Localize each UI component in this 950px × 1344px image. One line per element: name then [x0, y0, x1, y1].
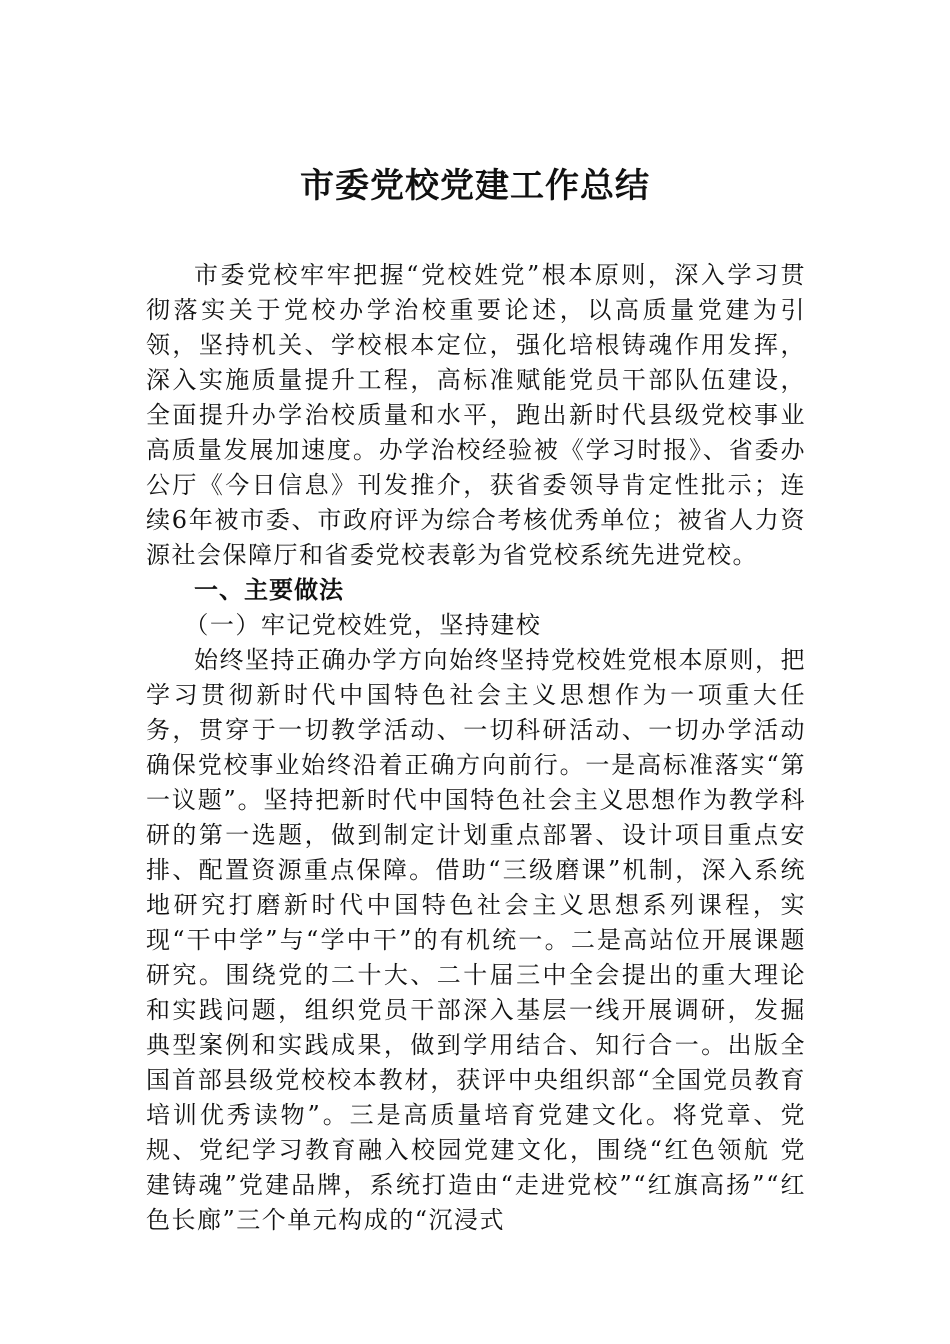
intro-paragraph: 市委党校牢牢把握“党校姓党”根本原则，深入学习贯彻落实关于党校办学治校重要论述，以高质量党建为引领，坚持机关、学校根本定位，强化培根铸魂作用发挥，深入实施质量提升工程，高标准赋能党员干部队伍建设，全面提升办学治校质量和水平，跑出新时代县级党校事业高质量发展加速度。办学治校经验被《学习时报》、省委办公厅《今日信息》刊发推介，获省委领导肯定性批示；连续6年被市委、市政府评为综合考核优秀单位；被省人力资源社会保障厅和省委党校表彰为省党校系统先进党校。 [146, 261, 806, 569]
subsection-heading: （一）牢记党校姓党，坚持建校 [184, 611, 542, 639]
document-body [146, 258, 806, 1238]
document-title: 市委党校党建工作总结 [300, 166, 650, 206]
section-heading: 一、主要做法 [194, 576, 344, 604]
body-paragraph: 始终坚持正确办学方向始终坚持党校姓党根本原则，把学习贯彻新时代中国特色社会主义思想作为一项重大任务，贯穿于一切教学活动、一切科研活动、一切办学活动确保党校事业始终沿着正确方向前行。一是高标准落实“第一议题”。坚持把新时代中国特色社会主义思想作为教学科研的第一选题，做到制定计划重点部署、设计项目重点安排、配置资源重点保障。借助“三级磨课”机制，深入系统地研究打磨新时代中国特色社会主义思想系列课程，实现“干中学”与“学中干”的有机统一。二是高站位开展课题研究。围绕党的二十大、二十届三中全会提出的重大理论和实践问题，组织党员干部深入基层一线开展调研，发掘典型案例和实践成果，做到学用结合、知行合一。出版全国首部县级党校校本教材，获评中央组织部“全国党员教育培训优秀读物”。三是高质量培育党建文化。将党章、党规、党纪学习教育融入校园党建文化，围绕“红色领航 党建铸魂”党建品牌，系统打造由“走进党校”“红旗高扬”“红色长廊”三个单元构成的“沉浸式 [146, 646, 806, 1234]
